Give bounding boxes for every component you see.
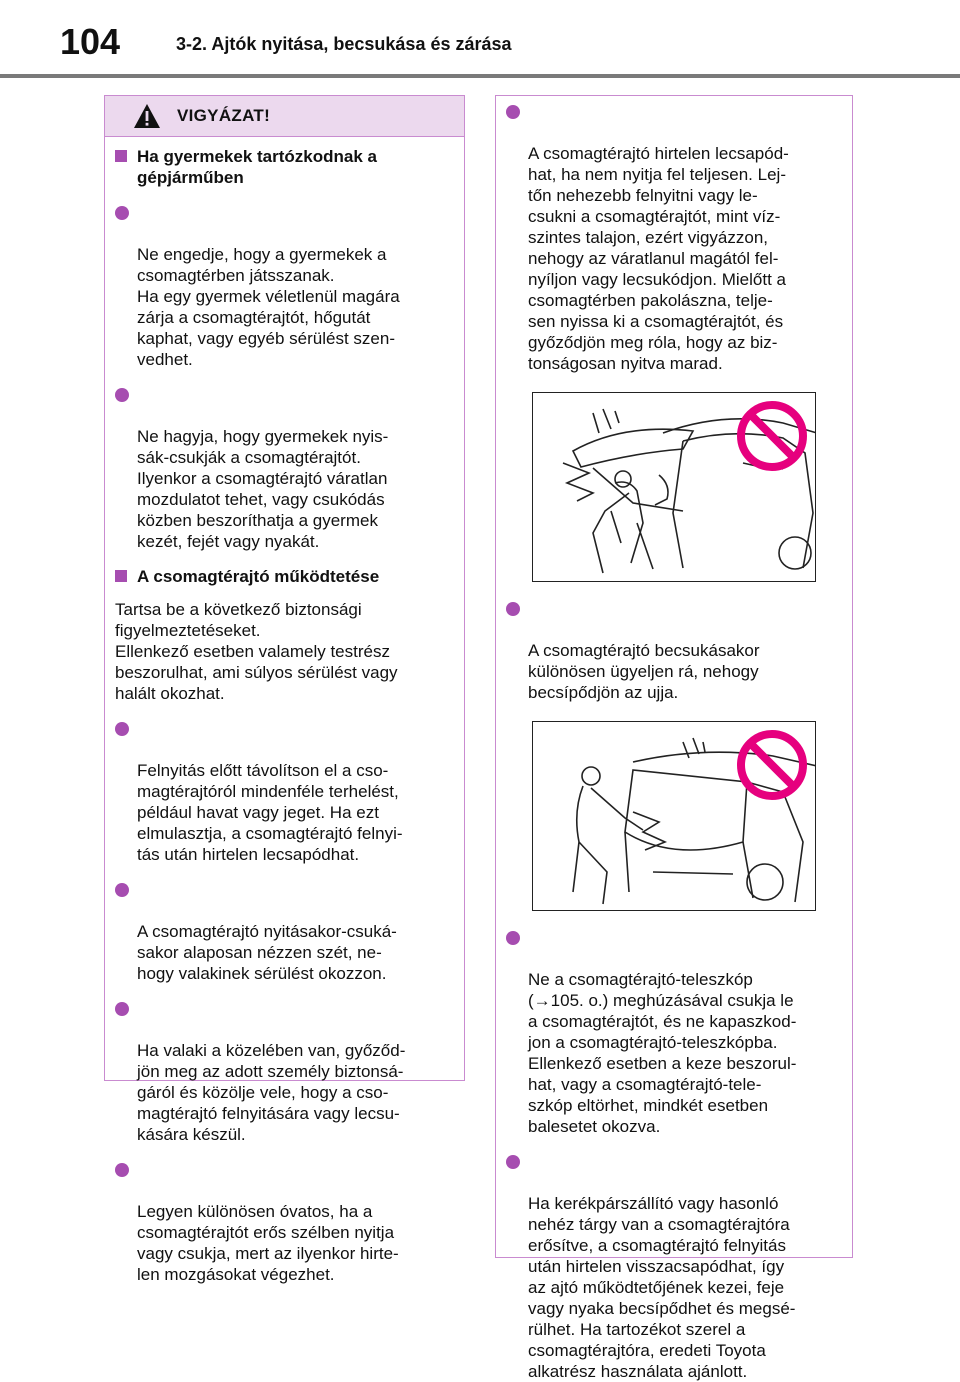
round-bullet-icon <box>115 883 129 897</box>
heading-text: A csomagtérajtó működtetése <box>137 567 380 586</box>
round-bullet-icon <box>115 1163 129 1177</box>
list-item <box>115 1159 450 1285</box>
list-item <box>506 598 842 703</box>
round-bullet-icon <box>506 105 520 119</box>
list-item <box>506 1151 842 1382</box>
list-item-text: Ha kerékpárszállító vagy hasonló nehéz tárgy van a csomagtérajtóra erősítve, a csomagtérajtó felnyitás után hirtelen visszacsapódhat, így az ajtó működtetőjének kezei, feje vagy nyaka becsípődhet és megsé- rülhet. Ha tartozékot szerel a csomagtérajtóra, eredeti Toyota alkatrész használata ajánlott. <box>528 1194 796 1381</box>
list-item-text: Ha valaki a közelében van, győződ- jön meg az adott személy biztonsá- gáról és közölje vele, hogy a cso- magtérajtó felnyitására vagy lecsu- kására készül. <box>137 1041 406 1144</box>
heading-tailgate-operation <box>115 566 450 587</box>
round-bullet-icon <box>115 388 129 402</box>
heading-children-in-vehicle <box>115 146 450 188</box>
warning-triangle-icon <box>133 103 161 129</box>
round-bullet-icon <box>115 1002 129 1016</box>
round-bullet-icon <box>506 931 520 945</box>
illustration-tailgate-slope <box>532 392 816 582</box>
page-number: 104 <box>60 21 121 62</box>
intro-paragraph: Tartsa be a következő biztonsági figyelmeztetéseket. Ellenkező esetben valamely testrész beszorulhat, ami súlyos sérülést vagy halált okozhat. <box>115 600 398 703</box>
illustration-tailgate-finger <box>532 721 816 911</box>
warning-title: VIGYÁZAT! <box>177 106 271 125</box>
list-item <box>115 718 450 865</box>
list-item <box>115 202 450 370</box>
round-bullet-icon <box>506 1155 520 1169</box>
prohibition-icon <box>735 728 809 802</box>
list-item <box>115 384 450 552</box>
warning-box-left <box>104 95 465 1284</box>
section-title: 3-2. Ajtók nyitása, becsukása és zárása <box>176 34 512 54</box>
round-bullet-icon <box>115 206 129 220</box>
warning-box-right <box>495 95 853 1381</box>
list-item-text: Felnyitás előtt távolítson el a cso- magtérajtóról mindenféle terhelést, például havat vagy jeget. Ha ezt elmulasztja, a csomagtérajtó felnyi- tás után hirtelen lecsapódhat. <box>137 761 403 864</box>
list-item <box>506 101 842 374</box>
warning-header <box>105 96 464 137</box>
list-item-text: Ne hagyja, hogy gyermekek nyis- sák-csukják a csomagtérajtót. Ilyenkor a csomagtérajtó váratlan mozdulatot tehet, vagy csukódás közben beszoríthatja a gyermek kezét, fejét vagy nyakát. <box>137 427 389 551</box>
header-rule <box>0 74 960 78</box>
round-bullet-icon <box>115 722 129 736</box>
square-bullet-icon <box>115 570 127 582</box>
list-item-text: A csomagtérajtó becsukásakor különösen ügyeljen rá, nehogy becsípődjön az ujja. <box>528 641 760 702</box>
warning-left-content <box>105 136 464 1285</box>
warning-right-content <box>496 101 852 1382</box>
list-item-text: Legyen különösen óvatos, ha a csomagtérajtót erős szélben nyitja vagy csukja, mert az ilyenkor hirte- len mozgásokat végezhet. <box>137 1202 399 1284</box>
list-item-text: Ne engedje, hogy a gyermekek a csomagtérben játsszanak. Ha egy gyermek véletlenül magára zárja a csomagtérajtót, hőgutát kaphat, vagy egyéb sérülést szen- vedhet. <box>137 245 400 369</box>
list-item <box>115 998 450 1145</box>
heading-text: Ha gyermekek tartózkodnak a gépjárműben <box>137 147 377 187</box>
page-header <box>0 0 960 78</box>
round-bullet-icon <box>506 602 520 616</box>
prohibition-icon <box>735 399 809 473</box>
list-item-text: A csomagtérajtó nyitásakor-csuká- sakor alaposan nézzen szét, ne- hogy valakinek sérülést okozzon. <box>137 922 397 983</box>
list-item-text: Ne a csomagtérajtó-teleszkóp (→105. o.) meghúzásával csukja le a csomagtérajtót, és ne kapaszkod- jon a csomagtérajtó-teleszkópba. Ellenkező esetben a keze beszorul- hat, vagy a csomagtérajtó-tele- szkóp eltörhet, mindkét esetben balesetet okozva. <box>528 970 797 1136</box>
list-item <box>506 927 842 1137</box>
square-bullet-icon <box>115 150 127 162</box>
list-item <box>115 879 450 984</box>
list-item-text: A csomagtérajtó hirtelen lecsapód- hat, ha nem nyitja fel teljesen. Lej- tőn nehezebb felnyitni vagy le- csukni a csomagtérajtót, mint víz- szintes talajon, ezért vigyázzon, nehogy az váratlanul magától fel- nyíljon vagy lecsukódjon. Mielőtt a csomagtérben pakolászna, telje- sen nyissa ki a csomagtérajtót, és győződjön meg róla, hogy az biz- tonságosan nyitva marad. <box>528 144 789 373</box>
